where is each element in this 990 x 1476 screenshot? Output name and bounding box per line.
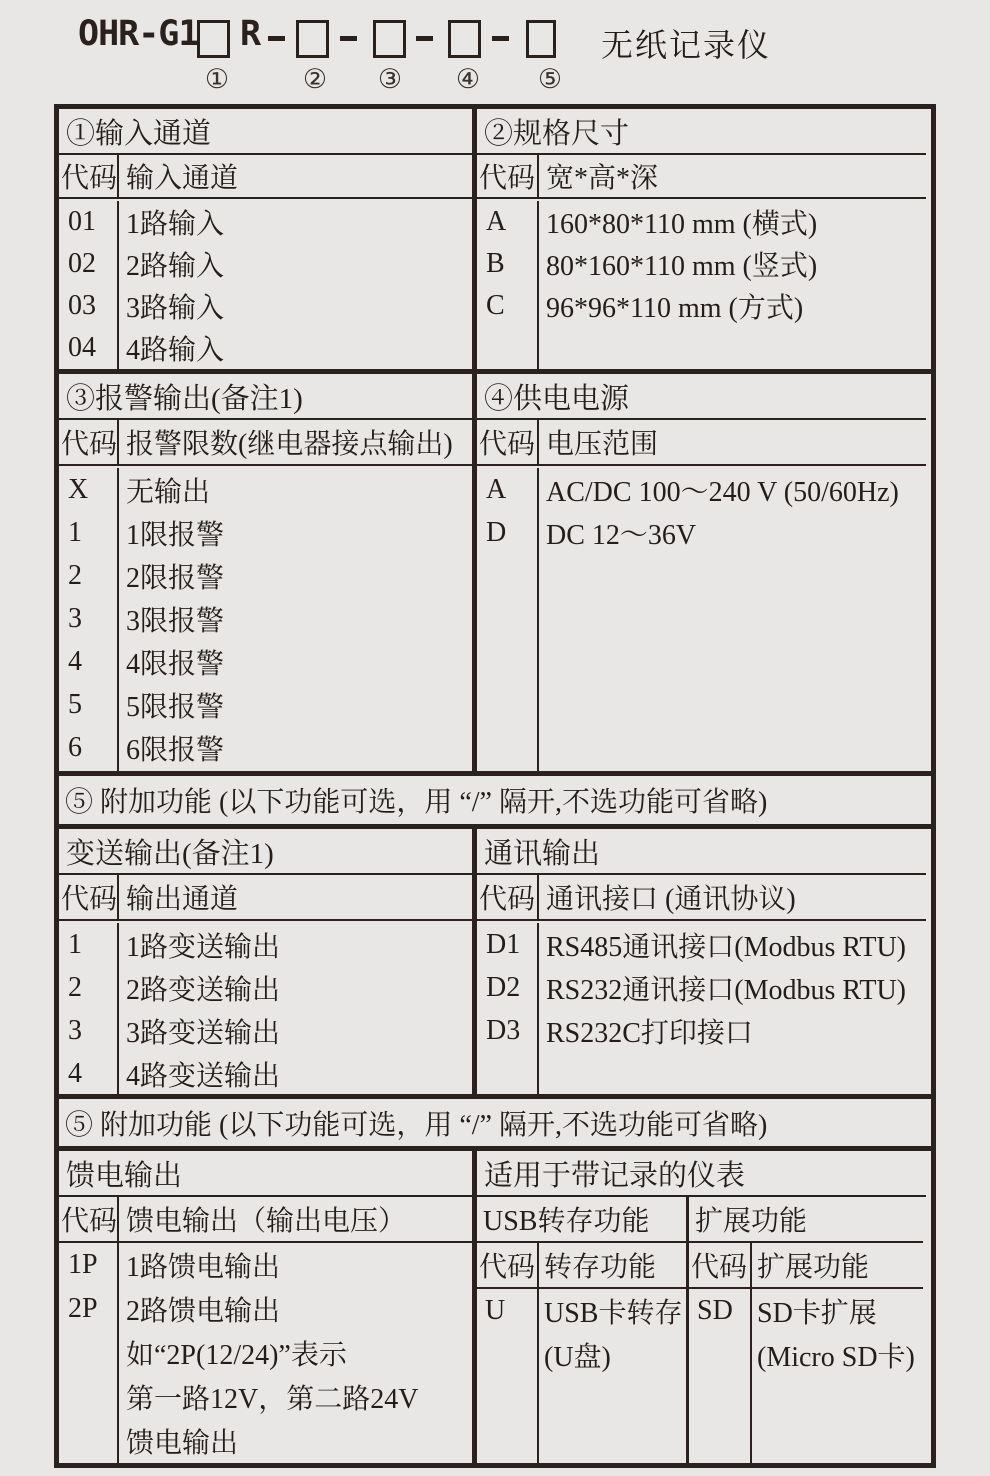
desc-column-header: 扩展功能 [757, 1252, 870, 1283]
desc-column-header: 输入通道 [126, 163, 239, 194]
code-column-header: 代码 [59, 155, 119, 197]
model-r-label: R [240, 14, 261, 54]
code-cell: 4 [68, 645, 82, 677]
code-column-header: 代码 [59, 420, 119, 464]
model-slot-box-2 [296, 20, 329, 58]
desc-column [119, 468, 472, 771]
desc-cell: 1路输入 [126, 209, 225, 240]
desc-column-header: 宽*高*深 [546, 163, 659, 194]
data-block [477, 1289, 686, 1463]
code-column [59, 1243, 119, 1463]
model-slot-box-3 [373, 20, 406, 58]
desc-cell: 无输出 [126, 476, 211, 508]
code-cell: 01 [68, 206, 96, 237]
code-column [477, 1289, 539, 1463]
column-header-row [477, 1243, 686, 1289]
desc-cell: RS485通讯接口(Modbus RTU) [546, 931, 907, 963]
data-block [477, 921, 926, 1094]
column-header-row [59, 420, 472, 466]
desc-column-header: 馈电输出（输出电压） [126, 1206, 407, 1237]
code-cell: 1P [68, 1249, 98, 1280]
section-comm-output [477, 829, 926, 1094]
code-cell: 5 [68, 688, 82, 720]
column-header-row [59, 155, 472, 199]
code-cell: C [486, 290, 505, 321]
desc-cell: 6限报警 [126, 734, 225, 766]
section-alarm-output [59, 374, 477, 771]
data-block [59, 921, 472, 1094]
desc-cell: (Micro SD卡) [757, 1342, 915, 1373]
desc-cell: 5限报警 [126, 691, 225, 723]
desc-cell: AC/DC 100～240 V (50/60Hz) [546, 476, 899, 508]
code-cell: A [486, 473, 507, 505]
code-cell: SD [697, 1295, 733, 1326]
data-block [59, 1243, 472, 1463]
record-subsections [477, 1197, 926, 1463]
desc-column [539, 1289, 686, 1463]
dash-separator [416, 36, 433, 41]
desc-cell: 3路变送输出 [126, 1017, 281, 1049]
section-title: 适用于带记录的仪表 [477, 1151, 926, 1197]
desc-cell: 3路输入 [126, 293, 225, 324]
desc-cell: RS232通讯接口(Modbus RTU) [546, 974, 907, 1006]
code-column-header: 代码 [59, 875, 119, 919]
code-cell [59, 1375, 117, 1419]
code-cell: 6 [68, 731, 82, 763]
banner-additional-functions-2: ⑤ 附加功能 (以下功能可选，用 “/” 隔开,不选功能可省略) [59, 1099, 931, 1151]
desc-column [119, 1243, 472, 1463]
desc-cell: 4路输入 [126, 335, 225, 366]
product-name: 无纸记录仪 [601, 27, 772, 63]
dash-separator [340, 36, 357, 41]
desc-cell: 第一路12V，第二路24V [126, 1384, 419, 1415]
code-cell: D [486, 516, 507, 548]
section-title: 馈电输出 [59, 1151, 472, 1197]
desc-cell: 4限报警 [126, 648, 225, 680]
code-column-header: 代码 [477, 155, 539, 197]
section-row-2 [59, 374, 931, 776]
code-cell: 4 [68, 1057, 82, 1089]
section-title: ③报警输出(备注1) [59, 374, 472, 420]
desc-cell: 80*160*110 mm (竖式) [546, 251, 818, 282]
code-cell: D2 [486, 971, 521, 1003]
desc-cell: DC 12～36V [546, 519, 697, 551]
code-column-header: 代码 [59, 1197, 119, 1241]
code-cell: 1 [68, 516, 82, 548]
column-header-row [477, 155, 926, 199]
code-column-header: 代码 [689, 1243, 752, 1287]
model-slot-box-1 [197, 20, 230, 58]
desc-column-header: 输出通道 [126, 884, 239, 915]
section-dimensions [477, 109, 926, 369]
section-transmit-output [59, 829, 477, 1094]
desc-cell: 2路馈电输出 [126, 1296, 281, 1327]
code-cell: 02 [68, 248, 96, 279]
usb-transfer-subsection [477, 1197, 689, 1463]
section-title: ②规格尺寸 [477, 109, 926, 155]
desc-cell: 160*80*110 mm (横式) [546, 209, 818, 240]
code-column [477, 201, 539, 369]
code-cell [59, 1331, 117, 1375]
data-block [477, 466, 926, 771]
desc-column [119, 923, 472, 1094]
desc-cell: (U盘) [544, 1342, 611, 1373]
subsection-title: 扩展功能 [689, 1197, 923, 1243]
dash-separator [268, 36, 285, 41]
code-cell: D1 [486, 928, 521, 960]
data-block [59, 199, 472, 369]
code-cell: 3 [68, 1014, 82, 1046]
desc-column [539, 468, 926, 771]
section-feed-output [59, 1151, 477, 1463]
code-cell: 1 [68, 928, 82, 960]
desc-cell: RS232C打印接口 [546, 1017, 753, 1049]
data-block [477, 199, 926, 369]
desc-column-header: 电压范围 [546, 429, 659, 460]
code-cell: D3 [486, 1014, 521, 1046]
code-column-header: 代码 [477, 1243, 539, 1287]
code-cell: 2 [68, 971, 82, 1003]
section-title: ①输入通道 [59, 109, 472, 155]
column-header-row [689, 1243, 923, 1289]
desc-column [752, 1289, 923, 1463]
desc-cell: 3限报警 [126, 605, 225, 637]
column-header-row [477, 875, 926, 921]
section-title: ④供电电源 [477, 374, 926, 420]
section-row-4 [59, 1151, 931, 1463]
model-prefix: OHR-G1 [78, 14, 199, 54]
code-cell: U [485, 1295, 506, 1326]
code-column-header: 代码 [477, 420, 539, 464]
section-title: 通讯输出 [477, 829, 926, 875]
code-cell: 3 [68, 602, 82, 634]
section-title: 变送输出(备注1) [59, 829, 472, 875]
code-column [689, 1289, 752, 1463]
desc-column [539, 923, 926, 1094]
code-cell: X [68, 473, 89, 505]
code-cell: A [486, 206, 507, 237]
subsection-title: USB转存功能 [477, 1197, 686, 1243]
ordering-table [54, 104, 936, 1468]
data-block [59, 466, 472, 771]
code-column [477, 468, 539, 771]
desc-cell: 1路变送输出 [126, 931, 281, 963]
code-cell: 03 [68, 290, 96, 321]
desc-column-header: 转存功能 [544, 1252, 657, 1283]
section-power-supply [477, 374, 926, 771]
code-column-header: 代码 [477, 875, 539, 919]
desc-cell: 如“2P(12/24)”表示 [126, 1340, 347, 1371]
model-slot-box-4 [448, 20, 481, 58]
column-header-row [477, 420, 926, 466]
sd-expansion-subsection [689, 1197, 923, 1463]
code-column [477, 923, 539, 1094]
column-header-row [59, 875, 472, 921]
code-cell [59, 1419, 117, 1463]
desc-cell: 2路变送输出 [126, 974, 281, 1006]
code-column [59, 923, 119, 1094]
code-column [59, 468, 119, 771]
desc-cell: SD卡扩展 [757, 1298, 877, 1329]
section-recording-instruments [477, 1151, 926, 1463]
desc-column-header: 通讯接口 (通讯协议) [546, 884, 796, 915]
column-header-row [59, 1197, 472, 1243]
code-column [59, 201, 119, 369]
desc-column [119, 201, 472, 369]
position-label-1: ① [204, 64, 230, 94]
desc-column [539, 201, 926, 369]
desc-cell: 4路变送输出 [126, 1060, 281, 1092]
desc-cell: 馈电输出 [126, 1428, 239, 1459]
position-label-5: ⑤ [537, 64, 563, 94]
code-cell: B [486, 248, 505, 279]
dash-separator [492, 36, 509, 41]
section-row-3 [59, 829, 931, 1099]
model-slot-box-5 [526, 20, 556, 58]
code-cell: 2P [68, 1293, 98, 1324]
desc-column-header: 报警限数(继电器接点输出) [126, 429, 453, 460]
section-row-1 [59, 109, 931, 374]
desc-cell: 2路输入 [126, 251, 225, 282]
banner-additional-functions-1: ⑤ 附加功能 (以下功能可选，用 “/” 隔开,不选功能可省略) [59, 776, 931, 829]
model-code-line [0, 0, 990, 104]
position-label-4: ④ [455, 64, 481, 94]
desc-cell: 96*96*110 mm (方式) [546, 293, 804, 324]
data-block [689, 1289, 923, 1463]
desc-cell: 1限报警 [126, 519, 225, 551]
position-label-2: ② [302, 64, 328, 94]
desc-cell: USB卡转存 [544, 1298, 683, 1329]
section-input-channels [59, 109, 477, 369]
position-label-3: ③ [377, 64, 403, 94]
desc-cell: 1路馈电输出 [126, 1252, 281, 1283]
code-cell: 2 [68, 559, 82, 591]
desc-cell: 2限报警 [126, 562, 225, 594]
code-cell: 04 [68, 332, 96, 363]
